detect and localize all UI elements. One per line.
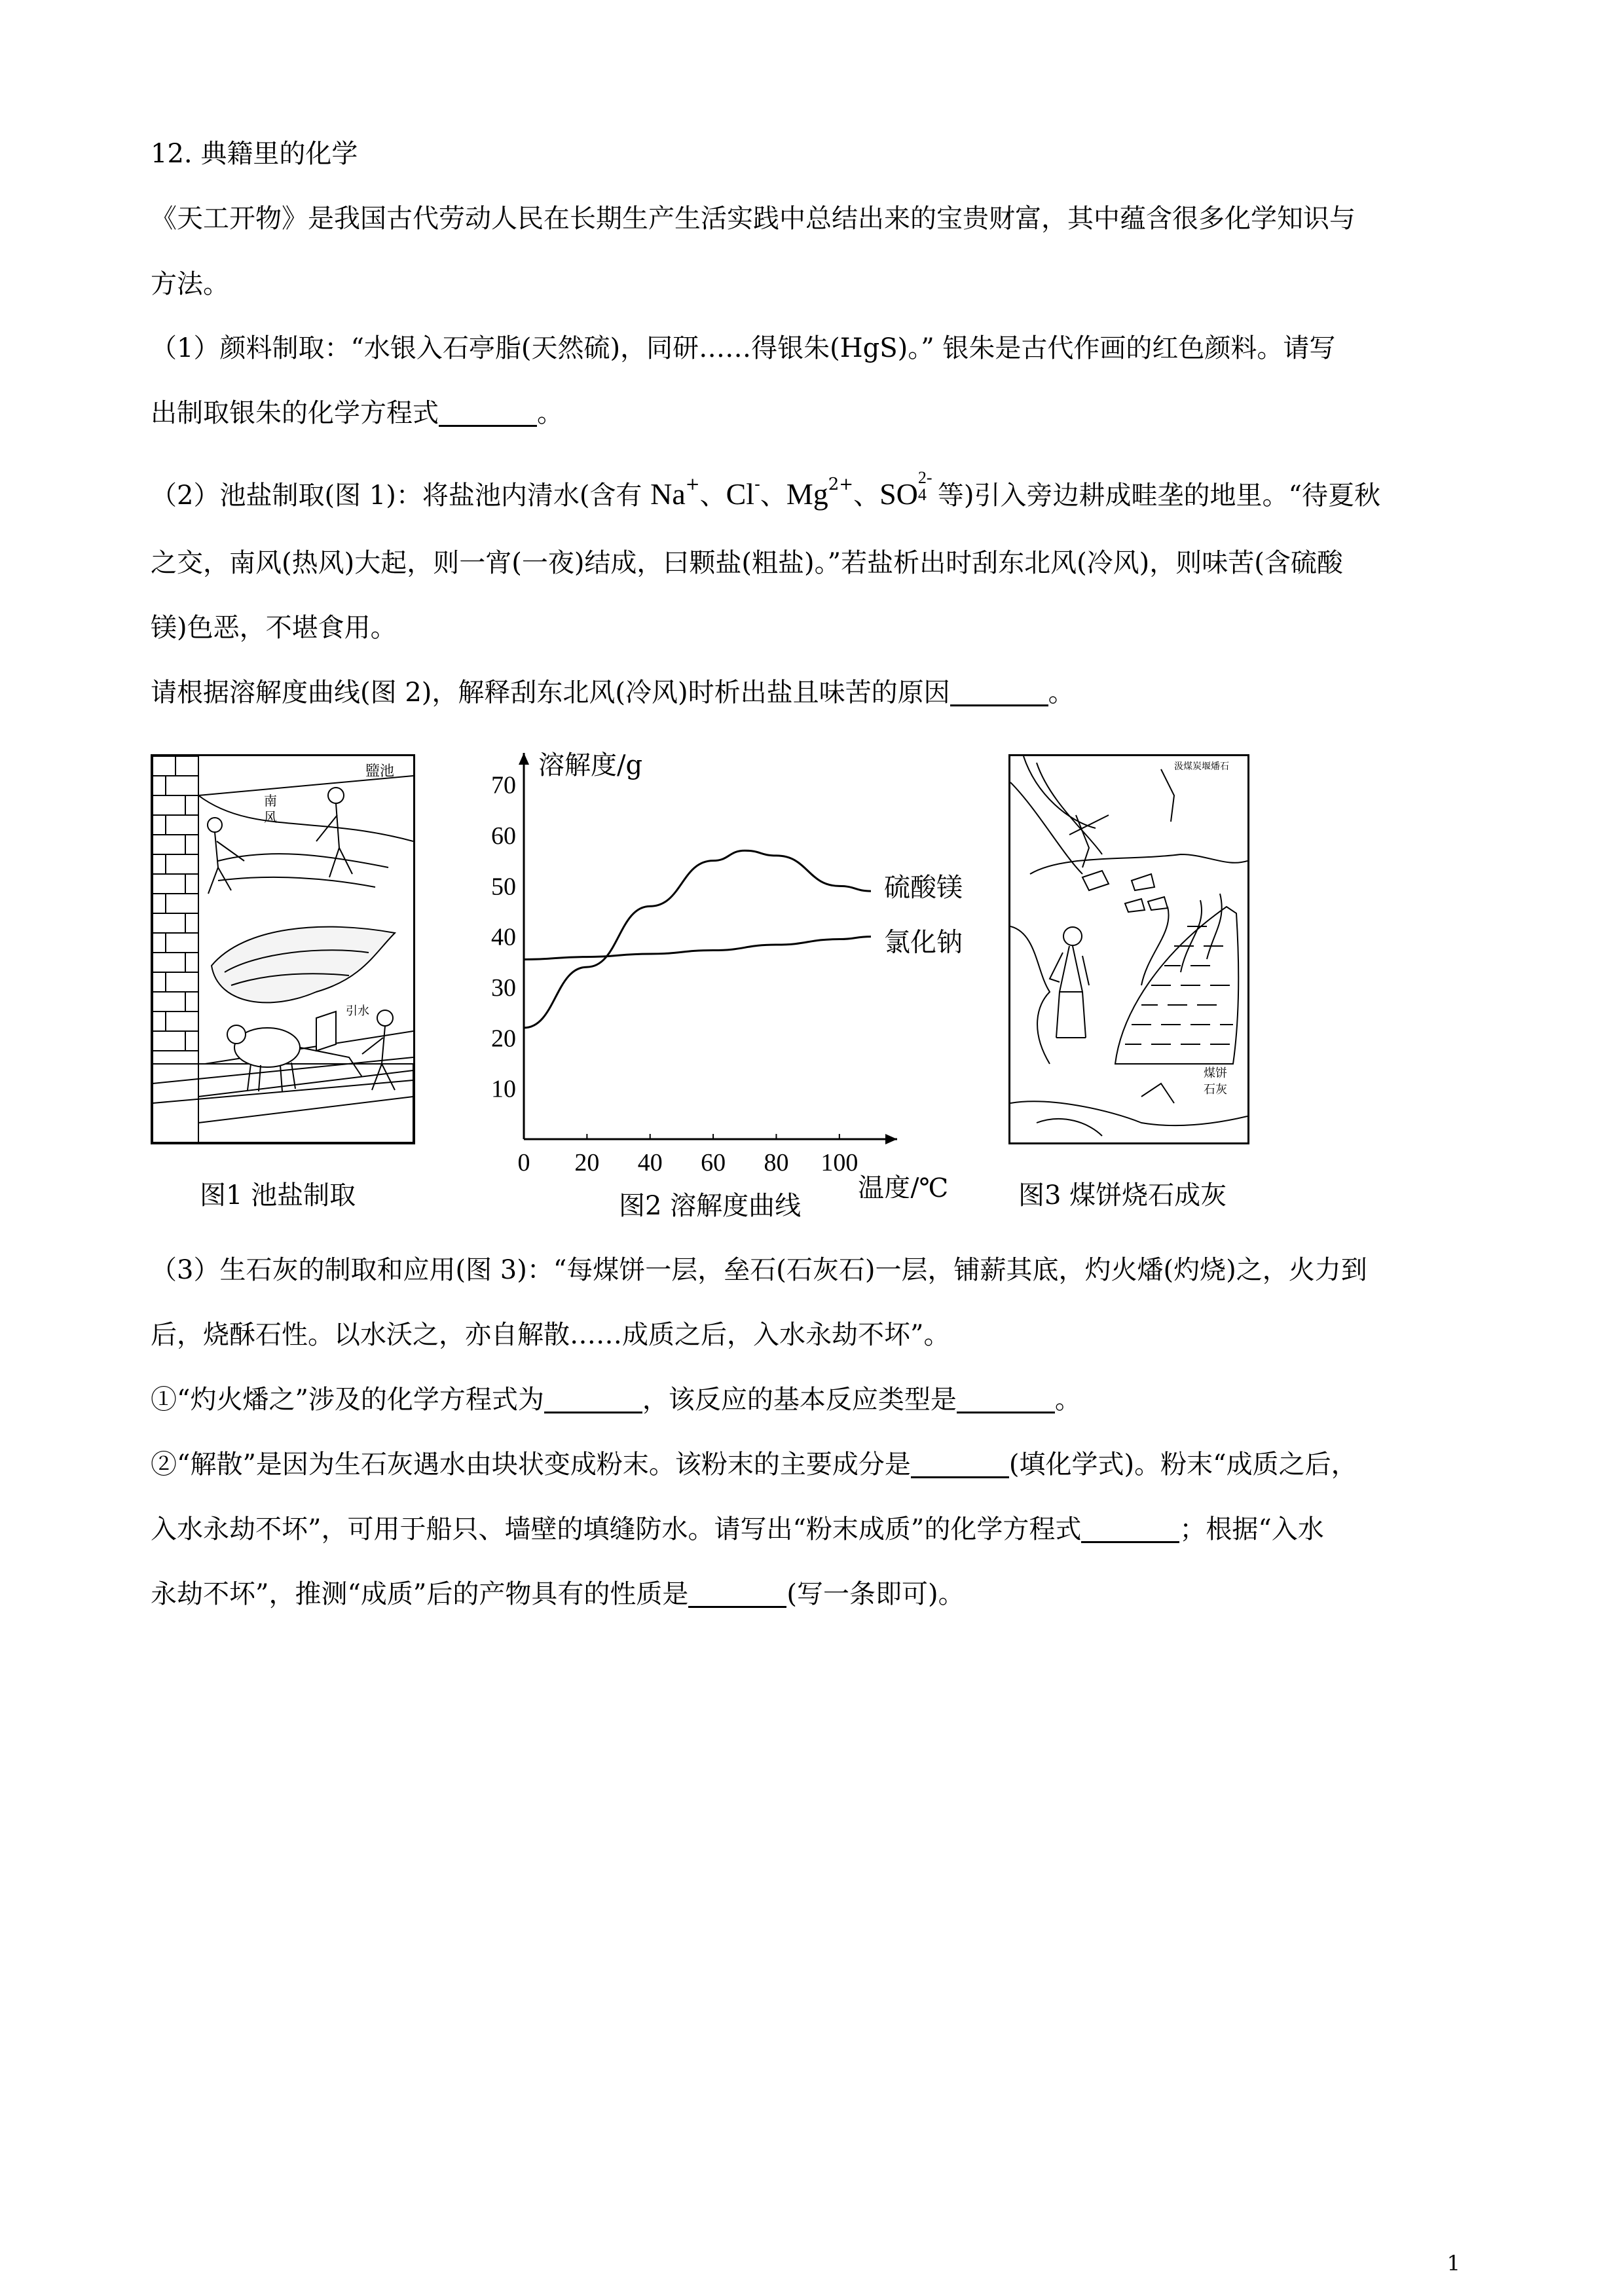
sulfate-ion: SO 2- 4 <box>879 468 932 511</box>
y-tick-label: 70 <box>491 771 516 799</box>
fig1-label-ox: 引水 <box>346 1004 369 1018</box>
y-tick-label: 30 <box>491 974 516 1002</box>
part3-q2-line-2: 入水永劫不坏”，可用于船只、墙壁的填缝防水。请写出“粉末成质”的化学方程式 ；根据“入水 <box>151 1514 1324 1544</box>
x-tick-label: 80 <box>764 1149 789 1176</box>
figure-1-salt-pond <box>151 754 415 1144</box>
series-line-sodium-chloride <box>524 937 871 960</box>
x-tick-label: 40 <box>637 1149 663 1176</box>
part3-q2-line-3: 永劫不坏”，推测“成质”后的产物具有的性质是 (写一条即可)。 <box>151 1579 965 1609</box>
y-tick-label: 20 <box>491 1025 516 1053</box>
fig2-caption: 图2 溶解度曲线 <box>619 1191 802 1221</box>
y-tick-label: 40 <box>491 923 516 951</box>
answer-blank-2[interactable] <box>950 678 1048 706</box>
part3-q2-line-1: ②“解散”是因为生石灰遇水由块状变成粉末。该粉末的主要成分是 (填化学式)。粉末“成质之后， <box>151 1449 1357 1480</box>
x-tick-label: 20 <box>574 1149 600 1176</box>
answer-blank-7[interactable] <box>688 1580 786 1608</box>
part2-line-4: 请根据溶解度曲线(图 2)，解释刮东北风(冷风)时析出盐且味苦的原因 。 <box>151 678 1075 708</box>
fig1-label-wind-2: 风 <box>264 809 277 825</box>
figure-3-lime-kiln <box>1008 754 1249 1144</box>
x-tick-label: 0 <box>517 1149 530 1176</box>
part2-line-2: 之交，南风(热风)大起，则一宵(一夜)结成，曰颗盐(粗盐)。”若盐析出时刮东北风(冷风)，则味苦(含硫酸 <box>151 548 1343 578</box>
series-label-magnesium-sulfate: 硫酸镁 <box>884 873 963 903</box>
question-title: 12. 典籍里的化学 <box>151 139 358 169</box>
fig3-label-br-1: 煤饼 <box>1204 1066 1227 1080</box>
answer-blank-1[interactable] <box>439 399 537 427</box>
intro-line-2: 方法。 <box>151 269 229 299</box>
fig3-caption: 图3 煤饼烧石成灰 <box>1018 1180 1227 1211</box>
series-line-magnesium-sulfate <box>524 850 871 1028</box>
y-axis-label: 溶解度/g <box>538 750 643 780</box>
y-axis-arrow <box>519 753 529 765</box>
part2-line-1: （2）池盐制取(图 1)：将盐池内清水(含有 Na+、Cl-、$Mg^{2+}$、SO 2- 4 等)引入旁边耕成畦垄的地里。“待夏秋 <box>151 466 1380 514</box>
answer-blank-5[interactable] <box>911 1450 1009 1478</box>
fig3-label-br-2: 石灰 <box>1204 1083 1227 1097</box>
x-tick-label: 60 <box>701 1149 726 1176</box>
answer-blank-6[interactable] <box>1081 1515 1179 1543</box>
y-tick-label: 60 <box>491 822 516 850</box>
part3-q1: ①“灼火燔之”涉及的化学方程式为 ，该反应的基本反应类型是 。 <box>151 1385 1081 1415</box>
figure-2-solubility-chart <box>458 740 982 1198</box>
fig1-label-top: 盬池 <box>365 763 395 780</box>
part2-line-3: 镁)色恶，不堪食用。 <box>151 613 397 643</box>
part3-line-2: 后，烧酥石性。以水沃之，亦自解散……成质之后，入水永劫不坏”。 <box>151 1320 950 1350</box>
fig3-label-top: 汲煤炭堰燔石 <box>1174 761 1229 772</box>
fig1-label-wind-1: 南 <box>264 793 277 809</box>
series-label-sodium-chloride: 氯化钠 <box>884 927 963 958</box>
fig1-caption: 图1 池盐制取 <box>200 1180 356 1211</box>
x-axis-label: 温度/℃ <box>858 1173 949 1198</box>
lime-kiln-illustration <box>1010 756 1247 1142</box>
salt-pond-illustration <box>153 756 413 1142</box>
y-tick-label: 50 <box>491 873 516 901</box>
x-axis-arrow <box>885 1134 897 1144</box>
intro-line-1: 《天工开物》是我国古代劳动人民在长期生产生活实践中总结出来的宝贵财富，其中蕴含很多化学知识与 <box>151 204 1356 234</box>
x-tick-label: 100 <box>821 1149 858 1176</box>
answer-blank-3[interactable] <box>544 1385 642 1413</box>
page-number: 1 <box>1447 2251 1460 2276</box>
solubility-chart-svg <box>458 740 982 1198</box>
part1-line-2: 出制取银朱的化学方程式 。 <box>151 398 563 428</box>
answer-blank-4[interactable] <box>957 1385 1055 1413</box>
y-tick-label: 10 <box>491 1075 516 1103</box>
part3-line-1: （3）生石灰的制取和应用(图 3)：“每煤饼一层，垒石(石灰石)一层，铺薪其底，灼火燔(灼烧)之，火力到 <box>151 1255 1367 1285</box>
part1-line-1: （1）颜料制取：“水银入石亭脂(天然硫)，同研……得银朱(HgS)。” 银朱是古代作画的红色颜料。请写 <box>151 333 1336 363</box>
